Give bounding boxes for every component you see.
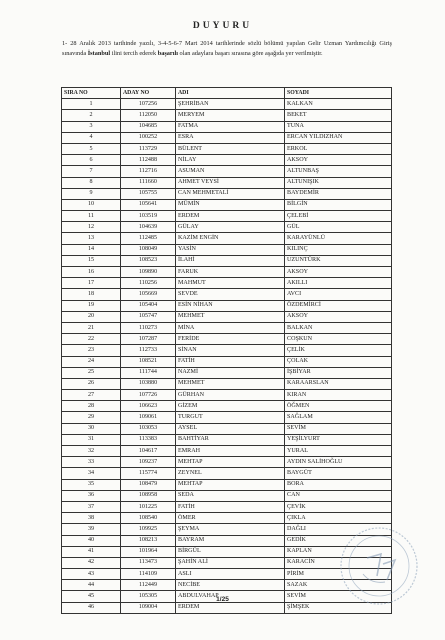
cell-adi: ABDULVAHAP	[176, 591, 285, 602]
cell-soyadi: ÇEVİK	[285, 501, 392, 512]
cell-adi: MÜMİN	[176, 199, 285, 210]
cell-aday-no: 103519	[121, 211, 176, 222]
cell-sira-no: 41	[62, 546, 121, 557]
intro-text-1: 1- 28 Aralık 2013 tarihinde yazılı, 3-4-5-6-7 Mart 2014 tarihlerinde sözlü bölümü yapılan Gelir Uzman Yardımcılığı Giriş sınavında	[62, 40, 392, 57]
cell-adi: BAHTİYAR	[176, 434, 285, 445]
cell-aday-no: 113729	[121, 143, 176, 154]
table-row	[62, 289, 392, 300]
cell-soyadi: ÇELEBİ	[285, 211, 392, 222]
cell-sira-no: 25	[62, 367, 121, 378]
page-title: DUYURU	[192, 21, 253, 31]
cell-adi: ŞEHRİBAN	[176, 99, 285, 110]
cell-soyadi: SAZAK	[285, 580, 392, 591]
cell-adi: ŞEYMA	[176, 524, 285, 535]
cell-aday-no: 100252	[121, 132, 176, 143]
cell-soyadi: ÖĞMEN	[285, 401, 392, 412]
cell-sira-no: 16	[62, 267, 121, 278]
cell-soyadi: KARAYÜNLÜ	[285, 233, 392, 244]
cell-sira-no: 13	[62, 233, 121, 244]
cell-adi: GÜLAY	[176, 222, 285, 233]
cell-adi: İLAHİ	[176, 255, 285, 266]
cell-adi: ERDEM	[176, 211, 285, 222]
cell-sira-no: 19	[62, 300, 121, 311]
cell-adi: SİNAN	[176, 345, 285, 356]
cell-soyadi: AKSOY	[285, 155, 392, 166]
table-row	[62, 244, 392, 255]
cell-aday-no: 107256	[121, 99, 176, 110]
cell-sira-no: 1	[62, 99, 121, 110]
cell-soyadi: PİRİM	[285, 569, 392, 580]
cell-adi: NECİBE	[176, 580, 285, 591]
cell-sira-no: 5	[62, 143, 121, 154]
cell-aday-no: 111744	[121, 367, 176, 378]
cell-aday-no: 105669	[121, 289, 176, 300]
cell-aday-no: 105747	[121, 311, 176, 322]
cell-sira-no: 26	[62, 378, 121, 389]
cell-soyadi: ÖZDEMİRCİ	[285, 300, 392, 311]
cell-aday-no: 113383	[121, 434, 176, 445]
cell-soyadi: BALKAN	[285, 322, 392, 333]
cell-soyadi: ALTUNBAŞ	[285, 166, 392, 177]
table-row	[62, 401, 392, 412]
cell-aday-no: 108479	[121, 479, 176, 490]
cell-sira-no: 14	[62, 244, 121, 255]
cell-aday-no: 106623	[121, 401, 176, 412]
cell-sira-no: 40	[62, 535, 121, 546]
intro-bold-city: İstanbul	[87, 50, 111, 57]
cell-aday-no: 113473	[121, 557, 176, 568]
cell-soyadi: ÇIKLA	[285, 513, 392, 524]
cell-soyadi: ŞİMŞEK	[285, 602, 392, 613]
table-row	[62, 501, 392, 512]
table-row	[62, 356, 392, 367]
cell-sira-no: 17	[62, 278, 121, 289]
cell-soyadi: SAĞLAM	[285, 412, 392, 423]
table-row	[62, 434, 392, 445]
cell-adi: SEDA	[176, 490, 285, 501]
cell-sira-no: 29	[62, 412, 121, 423]
cell-aday-no: 112488	[121, 155, 176, 166]
cell-sira-no: 8	[62, 177, 121, 188]
cell-sira-no: 21	[62, 322, 121, 333]
cell-sira-no: 12	[62, 222, 121, 233]
cell-soyadi: ÇOLAK	[285, 356, 392, 367]
cell-aday-no: 105404	[121, 300, 176, 311]
cell-adi: TURGUT	[176, 412, 285, 423]
cell-aday-no: 105305	[121, 591, 176, 602]
intro-paragraph	[62, 39, 392, 59]
table-row	[62, 267, 392, 278]
cell-soyadi: KALKAN	[285, 99, 392, 110]
cell-adi: FATİH	[176, 501, 285, 512]
cell-aday-no: 108213	[121, 535, 176, 546]
table-row	[62, 412, 392, 423]
cell-adi: KAZİM ENGİN	[176, 233, 285, 244]
cell-adi: ERDEM	[176, 602, 285, 613]
cell-soyadi: BAYGÜT	[285, 468, 392, 479]
table-row	[62, 390, 392, 401]
table-row	[62, 143, 392, 154]
cell-aday-no: 108523	[121, 255, 176, 266]
table-row	[62, 222, 392, 233]
cell-sira-no: 28	[62, 401, 121, 412]
cell-aday-no: 112050	[121, 110, 176, 121]
cell-aday-no: 110273	[121, 322, 176, 333]
table-row	[62, 166, 392, 177]
cell-soyadi: SEVİM	[285, 591, 392, 602]
cell-soyadi: KARACİN	[285, 557, 392, 568]
cell-aday-no: 112716	[121, 166, 176, 177]
cell-soyadi: COŞKUN	[285, 334, 392, 345]
cell-adi: NİLAY	[176, 155, 285, 166]
cell-adi: FATMA	[176, 121, 285, 132]
cell-aday-no: 109925	[121, 524, 176, 535]
cell-adi: MEHMET	[176, 311, 285, 322]
cell-sira-no: 38	[62, 513, 121, 524]
table-row	[62, 490, 392, 501]
cell-aday-no: 112449	[121, 580, 176, 591]
table-row	[62, 334, 392, 345]
cell-adi: MAHMUT	[176, 278, 285, 289]
cell-sira-no: 20	[62, 311, 121, 322]
header-adi: ADI	[176, 88, 285, 99]
table-header-row	[62, 88, 392, 99]
cell-soyadi: GÜL	[285, 222, 392, 233]
cell-soyadi: YURAL	[285, 446, 392, 457]
table-row	[62, 278, 392, 289]
cell-adi: GİZEM	[176, 401, 285, 412]
cell-sira-no: 34	[62, 468, 121, 479]
cell-aday-no: 114109	[121, 569, 176, 580]
cell-soyadi: AKSOY	[285, 311, 392, 322]
cell-soyadi: YEŞİLYURT	[285, 434, 392, 445]
table-row	[62, 110, 392, 121]
header-soyadi: SOYADI	[285, 88, 392, 99]
header-sira-no: SIRA NO	[62, 88, 121, 99]
cell-adi: NAZMİ	[176, 367, 285, 378]
cell-adi: EMRAH	[176, 446, 285, 457]
cell-sira-no: 22	[62, 334, 121, 345]
cell-aday-no: 105641	[121, 199, 176, 210]
cell-soyadi: ERKOL	[285, 143, 392, 154]
cell-aday-no: 101964	[121, 546, 176, 557]
table-row	[62, 255, 392, 266]
cell-soyadi: KILINÇ	[285, 244, 392, 255]
cell-aday-no: 112485	[121, 233, 176, 244]
cell-soyadi: AKILLI	[285, 278, 392, 289]
intro-bold-success: başarılı	[157, 50, 178, 57]
cell-soyadi: BİLGİN	[285, 199, 392, 210]
cell-sira-no: 37	[62, 501, 121, 512]
cell-sira-no: 18	[62, 289, 121, 300]
cell-sira-no: 43	[62, 569, 121, 580]
cell-sira-no: 24	[62, 356, 121, 367]
table-row	[62, 479, 392, 490]
cell-aday-no: 103053	[121, 423, 176, 434]
cell-sira-no: 7	[62, 166, 121, 177]
cell-sira-no: 27	[62, 390, 121, 401]
cell-aday-no: 104617	[121, 446, 176, 457]
cell-adi: CAN MEHMETALİ	[176, 188, 285, 199]
cell-adi: BÜLENT	[176, 143, 285, 154]
cell-soyadi: TUNA	[285, 121, 392, 132]
cell-adi: FERİDE	[176, 334, 285, 345]
cell-aday-no: 111660	[121, 177, 176, 188]
table-row	[62, 99, 392, 110]
table-row	[62, 132, 392, 143]
cell-sira-no: 3	[62, 121, 121, 132]
cell-soyadi: KAPLAN	[285, 546, 392, 557]
cell-sira-no: 15	[62, 255, 121, 266]
cell-soyadi: ÇELİK	[285, 345, 392, 356]
cell-sira-no: 44	[62, 580, 121, 591]
table-row	[62, 457, 392, 468]
cell-adi: SEVDE	[176, 289, 285, 300]
cell-aday-no: 109890	[121, 267, 176, 278]
table-row	[62, 199, 392, 210]
table-row	[62, 177, 392, 188]
cell-soyadi: BORA	[285, 479, 392, 490]
cell-adi: ASUMAN	[176, 166, 285, 177]
cell-aday-no: 101225	[121, 501, 176, 512]
cell-aday-no: 112733	[121, 345, 176, 356]
cell-soyadi: AYDIN SALİHOĞLU	[285, 457, 392, 468]
cell-soyadi: ERCAN YILDIZHAN	[285, 132, 392, 143]
cell-adi: ÖMER	[176, 513, 285, 524]
cell-adi: YASİN	[176, 244, 285, 255]
intro-text-2: ilini tercih ederek	[110, 50, 158, 57]
cell-sira-no: 45	[62, 591, 121, 602]
cell-soyadi: BEKET	[285, 110, 392, 121]
cell-aday-no: 108540	[121, 513, 176, 524]
cell-soyadi: KIRAN	[285, 390, 392, 401]
table-row	[62, 121, 392, 132]
table-row	[62, 233, 392, 244]
cell-sira-no: 9	[62, 188, 121, 199]
header-aday-no: ADAY NO	[121, 88, 176, 99]
cell-adi: MERYEM	[176, 110, 285, 121]
cell-aday-no: 110256	[121, 278, 176, 289]
cell-soyadi: GEDİK	[285, 535, 392, 546]
cell-adi: ESRA	[176, 132, 285, 143]
cell-soyadi: DAĞLI	[285, 524, 392, 535]
cell-adi: GÜRHAN	[176, 390, 285, 401]
cell-soyadi: AVCI	[285, 289, 392, 300]
cell-adi: MEHTAP	[176, 479, 285, 490]
cell-sira-no: 10	[62, 199, 121, 210]
cell-adi: AYSEL	[176, 423, 285, 434]
cell-sira-no: 31	[62, 434, 121, 445]
cell-sira-no: 42	[62, 557, 121, 568]
cell-aday-no: 109004	[121, 602, 176, 613]
cell-adi: ESİN NİHAN	[176, 300, 285, 311]
intro-text-3: olan adaylara başarı sırasına göre aşağıda yer verilmiştir.	[177, 50, 323, 57]
table-row	[62, 513, 392, 524]
table-row	[62, 468, 392, 479]
table-row	[62, 155, 392, 166]
page-number: 1/25	[216, 596, 229, 603]
cell-sira-no: 2	[62, 110, 121, 121]
cell-sira-no: 23	[62, 345, 121, 356]
cell-sira-no: 11	[62, 211, 121, 222]
cell-aday-no: 115774	[121, 468, 176, 479]
table-row	[62, 188, 392, 199]
cell-aday-no: 107726	[121, 390, 176, 401]
cell-sira-no: 35	[62, 479, 121, 490]
cell-aday-no: 108958	[121, 490, 176, 501]
cell-sira-no: 39	[62, 524, 121, 535]
cell-soyadi: İŞBİYAR	[285, 367, 392, 378]
cell-adi: FATİH	[176, 356, 285, 367]
table-row	[62, 345, 392, 356]
cell-soyadi: CAN	[285, 490, 392, 501]
cell-aday-no: 108521	[121, 356, 176, 367]
cell-aday-no: 103880	[121, 378, 176, 389]
cell-aday-no: 109237	[121, 457, 176, 468]
cell-adi: MEHMET	[176, 378, 285, 389]
table-row	[62, 446, 392, 457]
cell-adi: ŞAHİN ALİ	[176, 557, 285, 568]
cell-aday-no: 105755	[121, 188, 176, 199]
table-row	[62, 300, 392, 311]
cell-adi: BİRGÜL	[176, 546, 285, 557]
cell-sira-no: 32	[62, 446, 121, 457]
cell-adi: AHMET VEYSİ	[176, 177, 285, 188]
cell-adi: MEHTAP	[176, 457, 285, 468]
table-row	[62, 322, 392, 333]
cell-soyadi: BAYDEMİR	[285, 188, 392, 199]
cell-adi: FARUK	[176, 267, 285, 278]
cell-sira-no: 30	[62, 423, 121, 434]
cell-soyadi: AKSOY	[285, 267, 392, 278]
cell-sira-no: 4	[62, 132, 121, 143]
table-row	[62, 367, 392, 378]
table-row	[62, 311, 392, 322]
cell-sira-no: 33	[62, 457, 121, 468]
cell-adi: ZEYNEL	[176, 468, 285, 479]
cell-adi: BAYRAM	[176, 535, 285, 546]
cell-aday-no: 104639	[121, 222, 176, 233]
cell-sira-no: 46	[62, 602, 121, 613]
cell-aday-no: 109061	[121, 412, 176, 423]
table-row	[62, 423, 392, 434]
cell-aday-no: 104685	[121, 121, 176, 132]
cell-adi: ASLI	[176, 569, 285, 580]
table-row	[62, 211, 392, 222]
cell-sira-no: 36	[62, 490, 121, 501]
cell-soyadi: ALTUNIŞIK	[285, 177, 392, 188]
cell-sira-no: 6	[62, 155, 121, 166]
cell-soyadi: UZUNTÜRK	[285, 255, 392, 266]
table-row	[62, 378, 392, 389]
cell-aday-no: 107287	[121, 334, 176, 345]
cell-aday-no: 108049	[121, 244, 176, 255]
cell-soyadi: SEVİM	[285, 423, 392, 434]
cell-soyadi: KARAARSLAN	[285, 378, 392, 389]
cell-adi: MİNA	[176, 322, 285, 333]
